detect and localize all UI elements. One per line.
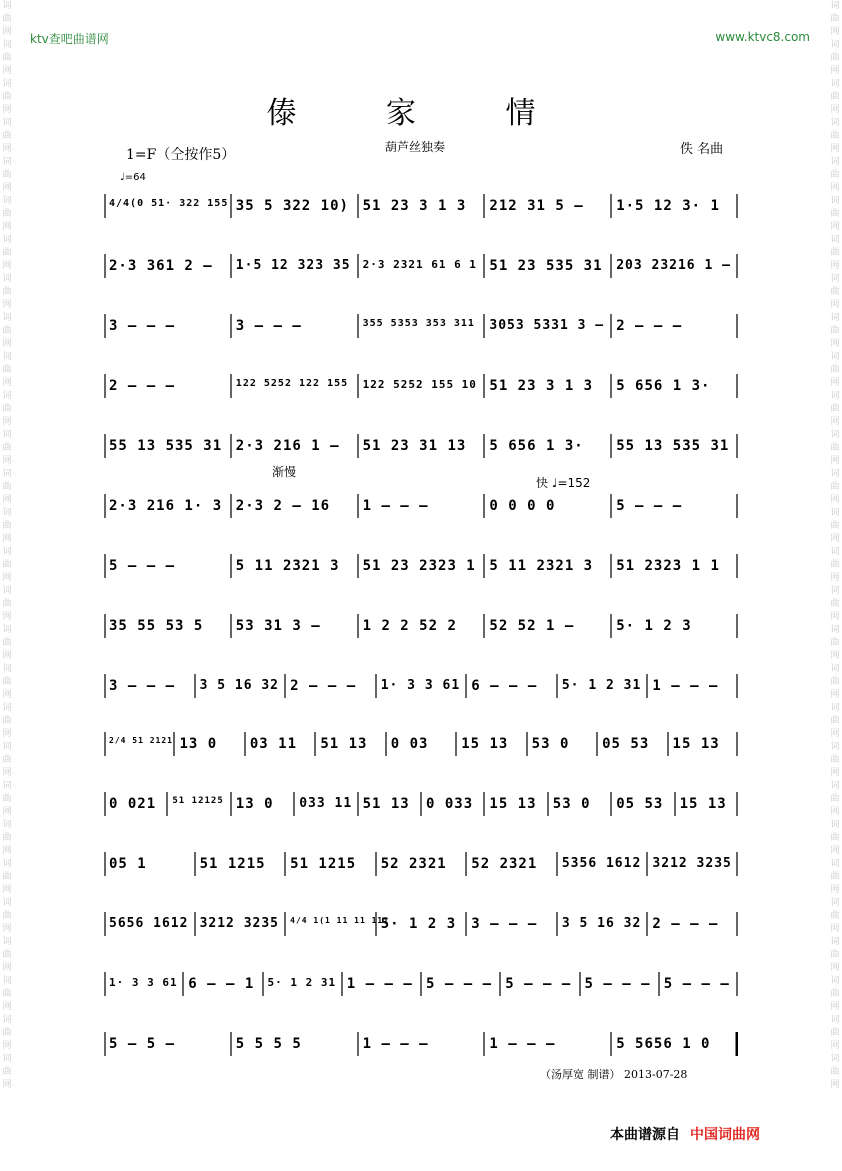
measure: 51 23 2323 1	[362, 558, 476, 574]
measure: 1 – – –	[362, 1036, 429, 1052]
measure: 5 656 1 3·	[489, 438, 584, 454]
measure: 52 2321	[471, 856, 538, 872]
measure: 5 – – –	[426, 976, 493, 992]
measure: 5 656 1 3·	[616, 378, 711, 394]
measure: 0 033	[426, 796, 474, 812]
measure: 122 5252 155 10	[362, 378, 477, 391]
measure: 4/4(0 51· 322 155	[109, 198, 229, 209]
measure: 51 2323 1 1	[616, 558, 720, 574]
source-site-link[interactable]: 中国词曲网	[690, 1127, 760, 1143]
measure: 51 23 3 1 3	[362, 198, 467, 214]
notation-system	[104, 838, 738, 878]
measure: 3 5 16 32	[199, 678, 280, 693]
measure: 5 – – –	[109, 558, 176, 574]
notation-system	[104, 180, 738, 220]
measure: 35 5 322 10)	[235, 198, 349, 214]
notation-system	[104, 1018, 738, 1058]
measure: 1·5 12 3· 1	[616, 198, 720, 214]
measure: 122 5252 122 155	[235, 378, 349, 389]
notation-system	[104, 540, 738, 580]
measure: 1 – – –	[489, 1036, 556, 1052]
measure: 51 1215	[199, 856, 266, 872]
measure: 5356 1612	[561, 856, 642, 871]
measure: 3212 3235	[199, 916, 280, 931]
measure: 13 0	[235, 796, 274, 812]
measure: 51 13	[320, 736, 368, 752]
measure: 355 5353 353 311	[362, 318, 475, 329]
measure: 15 13	[679, 796, 727, 812]
tempo-marking-start: ♩=64	[120, 172, 146, 183]
measure: 5 11 2321 3	[235, 558, 340, 574]
watermark-right: 词曲网词曲网词曲网词曲网词曲网词曲网词曲网词曲网词曲网词曲网词曲网词曲网词曲网词曲网词曲网词曲网词曲网词曲网词曲网词曲网词曲网词曲网词曲网词曲网词曲网词曲网词曲网词曲网	[830, 1, 840, 1090]
measure: 5 – 5 –	[109, 1036, 176, 1052]
ritardando-mark: 渐慢	[272, 465, 297, 479]
composer: 佚 名曲	[680, 142, 724, 157]
measure: 05 53	[602, 736, 650, 752]
header-site-url[interactable]: www.ktvc8.com	[715, 30, 810, 44]
measure: 5 11 2321 3	[489, 558, 594, 574]
notation-system	[104, 898, 738, 938]
measure: 15 13	[489, 796, 537, 812]
measure: 13 0	[179, 736, 218, 752]
measure: 1· 3 3 61	[109, 976, 178, 989]
measure: 55 13 535 31	[616, 438, 730, 454]
measure: 1· 3 3 61	[380, 678, 461, 693]
measure: 203 23216 1 –	[616, 258, 731, 273]
watermark-left: 词曲网词曲网词曲网词曲网词曲网词曲网词曲网词曲网词曲网词曲网词曲网词曲网词曲网词曲网词曲网词曲网词曲网词曲网词曲网词曲网词曲网词曲网词曲网词曲网词曲网词曲网词曲网词曲网	[2, 1, 12, 1090]
measure: 5· 1 2 3	[380, 916, 457, 932]
measure: 52 52 1 –	[489, 618, 575, 634]
measure: 3 – – –	[109, 318, 176, 334]
measure: 53 0	[531, 736, 570, 752]
measure: 3 5 16 32	[561, 916, 642, 931]
score-title: 傣 家 情	[266, 96, 576, 131]
measure: 2·3 2321 61 6 1	[362, 258, 477, 271]
notation-system	[104, 360, 738, 400]
measure: 5 – – –	[505, 976, 572, 992]
measure: 1·5 12 323 35	[235, 258, 351, 273]
measure: 51 12125	[172, 796, 224, 806]
transcriber-credit: （汤厚宽 制谱） 2013-07-28	[540, 1068, 688, 1081]
measure: 3 – – –	[235, 318, 302, 334]
measure: 53 31 3 –	[235, 618, 321, 634]
measure: 5 5656 1 0	[616, 1036, 711, 1052]
measure: 1 – – –	[346, 976, 413, 992]
measure: 2·3 2 – 16	[235, 498, 331, 514]
notation-system	[104, 240, 738, 280]
measure: 5656 1612	[109, 916, 189, 931]
measure: 52 2321	[380, 856, 447, 872]
measure: 51 23 31 13	[362, 438, 467, 454]
measure: 2·3 361 2 –	[109, 258, 213, 274]
measure: 212 31 5 –	[489, 198, 584, 214]
measure: 05 53	[616, 796, 664, 812]
measure: 6 – – 1	[188, 976, 255, 992]
measure: 0 0 0 0	[489, 498, 556, 514]
measure: 6 – – –	[471, 678, 538, 694]
measure: 2/4 51 2121	[109, 736, 173, 745]
notation-system	[104, 600, 738, 640]
measure: 4/4 1(1 11 11 11)	[290, 916, 390, 925]
measure: 2 – – –	[652, 916, 719, 932]
measure: 3 – – –	[471, 916, 538, 932]
measure: 5 – – –	[584, 976, 651, 992]
measure: 53 0	[552, 796, 591, 812]
header-site-name[interactable]: ktv查吧曲谱网	[30, 32, 109, 46]
measure: 15 13	[461, 736, 509, 752]
notation-system	[104, 958, 738, 998]
measure: 0 03	[390, 736, 429, 752]
measure: 2·3 216 1· 3	[109, 498, 223, 514]
measure: 5 5 5 5	[235, 1036, 302, 1052]
measure: 15 13	[672, 736, 720, 752]
measure: 35 55 53 5	[109, 618, 204, 634]
measure: 2 – – –	[616, 318, 683, 334]
notation-system	[104, 420, 738, 460]
key-signature: 1=F（仝按作5）	[126, 147, 236, 163]
measure: 5· 1 2 31	[561, 678, 642, 693]
notation-system	[104, 718, 738, 758]
notation-system	[104, 300, 738, 340]
measure: 03 11	[249, 736, 298, 752]
measure: 1 – – –	[362, 498, 429, 514]
measure: 51 1215	[290, 856, 357, 872]
measure: 5· 1 2 3	[616, 618, 692, 634]
measure: 033 11	[299, 796, 353, 811]
source-label: 本曲谱源自	[610, 1127, 680, 1143]
measure: 51 23 535 31	[489, 258, 603, 274]
score-subtitle: 葫芦丝独奏	[385, 140, 446, 154]
measure: 5 – – –	[663, 976, 730, 992]
measure: 3053 5331 3 –	[489, 318, 605, 333]
measure: 05 1	[109, 856, 147, 872]
measure: 3 – – –	[109, 678, 176, 694]
measure: 51 13	[362, 796, 410, 812]
measure: 0 021	[109, 796, 157, 812]
notation-system	[104, 480, 738, 520]
tempo-marking-fast: 快 ♩=152	[536, 476, 591, 490]
source-footer	[610, 1124, 760, 1144]
measure: 3212 3235	[652, 856, 732, 871]
measure: 2·3 216 1 –	[235, 438, 340, 454]
measure: 51 23 3 1 3	[489, 378, 594, 394]
notation-system	[104, 660, 738, 700]
notation-system	[104, 778, 738, 818]
measure: 2 – – –	[109, 378, 176, 394]
measure: 2 – – –	[290, 678, 357, 694]
measure: 1 – – –	[652, 678, 719, 694]
measure: 5 – – –	[616, 498, 683, 514]
measure: 1 2 2 52 2	[362, 618, 457, 634]
measure: 55 13 535 31	[109, 438, 223, 454]
measure: 5· 1 2 31	[267, 976, 337, 989]
